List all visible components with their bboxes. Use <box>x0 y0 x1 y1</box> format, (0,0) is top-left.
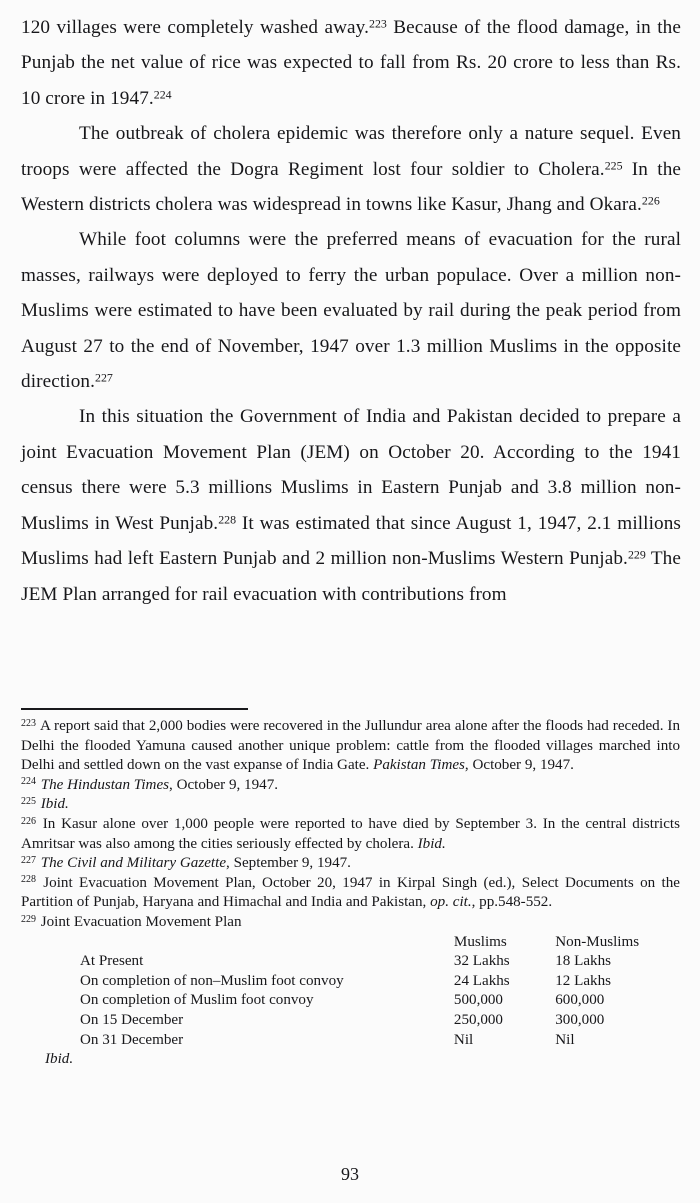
italic-title: The Hindustan Times <box>40 776 170 793</box>
footnote-number: 227 <box>21 854 36 866</box>
footnote-number: 226 <box>21 815 36 827</box>
table-head <box>21 933 680 953</box>
footnote-text: The Hindustan Times, October 9, 1947. <box>40 776 279 793</box>
footnote-entry <box>21 795 680 815</box>
footnote-number: 223 <box>21 717 36 729</box>
column-header-non-muslims: Non-Muslims <box>555 933 640 950</box>
footnote-entry <box>21 815 680 854</box>
footnote-marker: 226 <box>641 193 660 208</box>
body-paragraph: While foot columns were the preferred means of evacuation for the rural masses, railways were deployed to ferry the urban populace. Over a million non- Muslims were estimated to have been evaluated by rail during the peak period from August 27 to the end of November, 1947 over 1.3 million Muslims in the opposite direction.$^{227}$ <box>21 229 681 393</box>
table-row <box>21 1011 680 1031</box>
cell-non-muslims: 300,000 <box>555 1011 605 1028</box>
footnote-marker: 228 <box>218 512 237 527</box>
table-header-row <box>21 933 680 953</box>
page-number: 93 <box>341 1164 359 1184</box>
footnote-text: The Civil and Military Gazette, September 9, 1947. <box>40 855 351 872</box>
footnote-marker: 229 <box>627 547 646 562</box>
table-body <box>21 952 680 1050</box>
footnotes-block <box>21 717 680 1070</box>
body-paragraph: In this situation the Government of India and Pakistan decided to prepare a joint Evacuation Movement Plan (JEM) on October 20. According to the 1941 census there were 5.3 millions Muslims in Eastern Punjab and 3.8 million non-Muslims in West Punjab.$^{228}$ It was estimated that since August 1, 1947, 2.1 millions Muslims had left Eastern Punjab and 2 million non-Muslims Western Punjab.$^{229}$ The JEM Plan arranged for rail evacuation with contributions from <box>21 406 681 605</box>
footnote-entry <box>21 776 680 796</box>
footnote-marker: 224 <box>153 87 172 102</box>
footnote-text: Joint Evacuation Movement Plan <box>36 913 242 930</box>
footnote-marker: 227 <box>95 370 113 385</box>
cell-muslims: Nil <box>453 1031 474 1048</box>
cell-muslims: 250,000 <box>453 1011 503 1028</box>
evacuation-plan-table <box>21 933 680 1051</box>
row-label: On completion of Muslim foot convoy <box>80 992 314 1009</box>
italic-title: The Civil and Military Gazette <box>40 855 227 872</box>
italic-title: Ibid. <box>417 835 446 852</box>
column-header-label <box>21 933 454 953</box>
footnote-entry <box>21 874 680 913</box>
body-paragraph: The outbreak of cholera epidemic was therefore only a nature sequel. Even troops were affected the Dogra Regiment lost four soldier to Cholera.$^{225}$ In the Western districts cholera was widespread in towns like Kasur, Jhang and Okara.$^{226}$ <box>21 123 682 216</box>
footnote-source-closer: Ibid. <box>45 1051 74 1068</box>
footnote-number: 225 <box>21 796 36 807</box>
footnote-number: 229 <box>21 913 36 925</box>
footnote-number: 228 <box>21 874 36 886</box>
column-header-muslims: Muslims <box>453 933 507 950</box>
cell-non-muslims: Nil <box>555 1031 575 1048</box>
footnote-marker: 225 <box>604 158 623 173</box>
cell-non-muslims: 600,000 <box>555 992 605 1009</box>
footnote-text: In Kasur alone over 1,000 people were reported to have died by September 3. In the central districts Amritsar was also among the cities seriously effected by cholera. Ibid. <box>21 815 680 852</box>
body-text-block <box>21 10 681 612</box>
footnote-entry <box>21 913 680 933</box>
footnote-entry <box>21 717 680 776</box>
footnote-entry <box>21 854 680 874</box>
table-row <box>21 1031 680 1051</box>
cell-non-muslims: 12 Lakhs <box>555 972 612 989</box>
italic-title: Pakistan Times <box>373 757 465 774</box>
footnote-number: 224 <box>21 776 36 788</box>
footnote-separator-rule <box>21 708 248 710</box>
italic-title: Ibid. <box>40 796 69 813</box>
footnote-text: A report said that 2,000 bodies were recovered in the Jullundur area alone after the floods had receded. In Delhi the flooded Yamuna caused another unique problem: cattle from the flooded villages marched into Delhi and settled down on the vast expanse of India Gate. Pakistan Times, October 9, 1947. <box>21 718 680 774</box>
cell-muslims: 32 Lakhs <box>453 953 510 970</box>
row-label: On completion of non–Muslim foot convoy <box>80 972 344 989</box>
table-row <box>21 952 680 972</box>
italic-title: op. cit. <box>430 894 472 911</box>
row-label: On 31 December <box>80 1031 184 1048</box>
row-label: At Present <box>80 953 144 970</box>
body-paragraph: 120 villages were completely washed away.$^{223}$ Because of the flood damage, in the Punjab the net value of rice was expected to fall from Rs. 20 crore to less than Rs. 10 crore in 1947.$^{224}$ <box>21 16 681 109</box>
cell-muslims: 24 Lakhs <box>453 972 510 989</box>
footnote-text: Joint Evacuation Movement Plan, October 20, 1947 in Kirpal Singh (ed.), Select Documents on the Partition of Punjab, Haryana and Himachal and India and Pakistan, op. cit., pp.548-552. <box>21 874 680 911</box>
table-row <box>21 991 680 1011</box>
cell-non-muslims: 18 Lakhs <box>555 953 612 970</box>
table-row <box>21 972 680 992</box>
footnote-marker: 223 <box>369 16 387 31</box>
row-label: On 15 December <box>80 1011 184 1028</box>
footnote-text <box>37 796 69 812</box>
cell-muslims: 500,000 <box>453 992 503 1009</box>
